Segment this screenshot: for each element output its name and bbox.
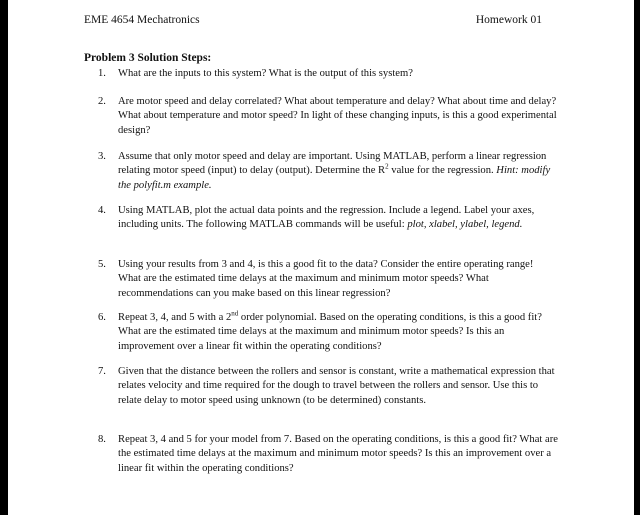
step-number: 2. xyxy=(98,96,106,107)
step-1 xyxy=(98,67,558,81)
step-3 xyxy=(98,150,558,193)
step-6 xyxy=(98,311,558,354)
step-text: What are the inputs to this system? What is the output of this system? xyxy=(118,68,413,79)
step-number: 5. xyxy=(98,259,106,270)
step-text: Given that the distance between the rollers and sensor is constant, write a mathematical expression that relates velocity and time required for the dough to travel between the rollers and sensor. Use this to relate delay to motor speed using unknown (to be determined) constants. xyxy=(118,366,555,406)
step-text: Repeat 3, 4 and 5 for your model from 7. Based on the operating conditions, is this a good fit? What are the estimated time delays at the maximum and minimum motor speeds? Is this an improvement over a linear fit within the operating conditions? xyxy=(118,434,558,474)
step-text: Using your results from 3 and 4, is this a good fit to the data? Consider the entire operating range! What are the estimated time delays at the maximum and minimum motor speeds? What recommendations can you make based on this linear regression? xyxy=(118,259,534,299)
step-text xyxy=(118,311,558,354)
step-8 xyxy=(98,433,558,476)
step-text-part: Assume that only motor speed and delay are important. Using MATLAB, perform a linear regression relating motor speed (input) to delay (output). Determine the R xyxy=(118,151,547,177)
step-text-part: order polynomial. Based on the operating conditions, is this a good fit? What are the estimated time delays at the maximum and minimum motor speeds? Is this an improvement over a linear fit within the operating conditions? xyxy=(118,312,542,352)
step-text xyxy=(118,204,558,233)
step-number: 3. xyxy=(98,151,106,162)
step-text xyxy=(118,150,558,193)
document-page xyxy=(8,0,634,515)
step-text-part: Using MATLAB, plot the actual data points and the regression. Include a legend. Label your axes, including units. The following MATLAB commands will be useful: xyxy=(118,205,535,231)
homework-label: Homework 01 xyxy=(475,14,542,26)
step-number: 4. xyxy=(98,205,106,216)
step-text-part: value for the regression. xyxy=(388,165,497,177)
superscript: nd xyxy=(231,309,239,318)
step-text: Are motor speed and delay correlated? What about temperature and delay? What about time and delay? What about temperature and motor speed? In light of these changing inputs, is this a good experimental design? xyxy=(118,96,557,136)
step-number: 7. xyxy=(98,366,106,377)
step-2 xyxy=(98,95,558,138)
course-title: EME 4654 Mechatronics xyxy=(84,14,200,26)
matlab-commands: plot, xlabel, ylabel, legend. xyxy=(407,219,523,231)
step-number: 6. xyxy=(98,312,106,323)
step-text-part: Repeat 3, 4, and 5 with a 2 xyxy=(118,312,232,323)
step-4 xyxy=(98,204,558,233)
step-number: 8. xyxy=(98,434,106,445)
problem-title: Problem 3 Solution Steps: xyxy=(84,52,212,64)
superscript: 2 xyxy=(385,162,389,171)
step-number: 1. xyxy=(98,68,106,79)
step-5 xyxy=(98,258,558,301)
hint-text: Hint: modify the polyfit.m example. xyxy=(118,165,551,191)
step-7 xyxy=(98,365,558,408)
